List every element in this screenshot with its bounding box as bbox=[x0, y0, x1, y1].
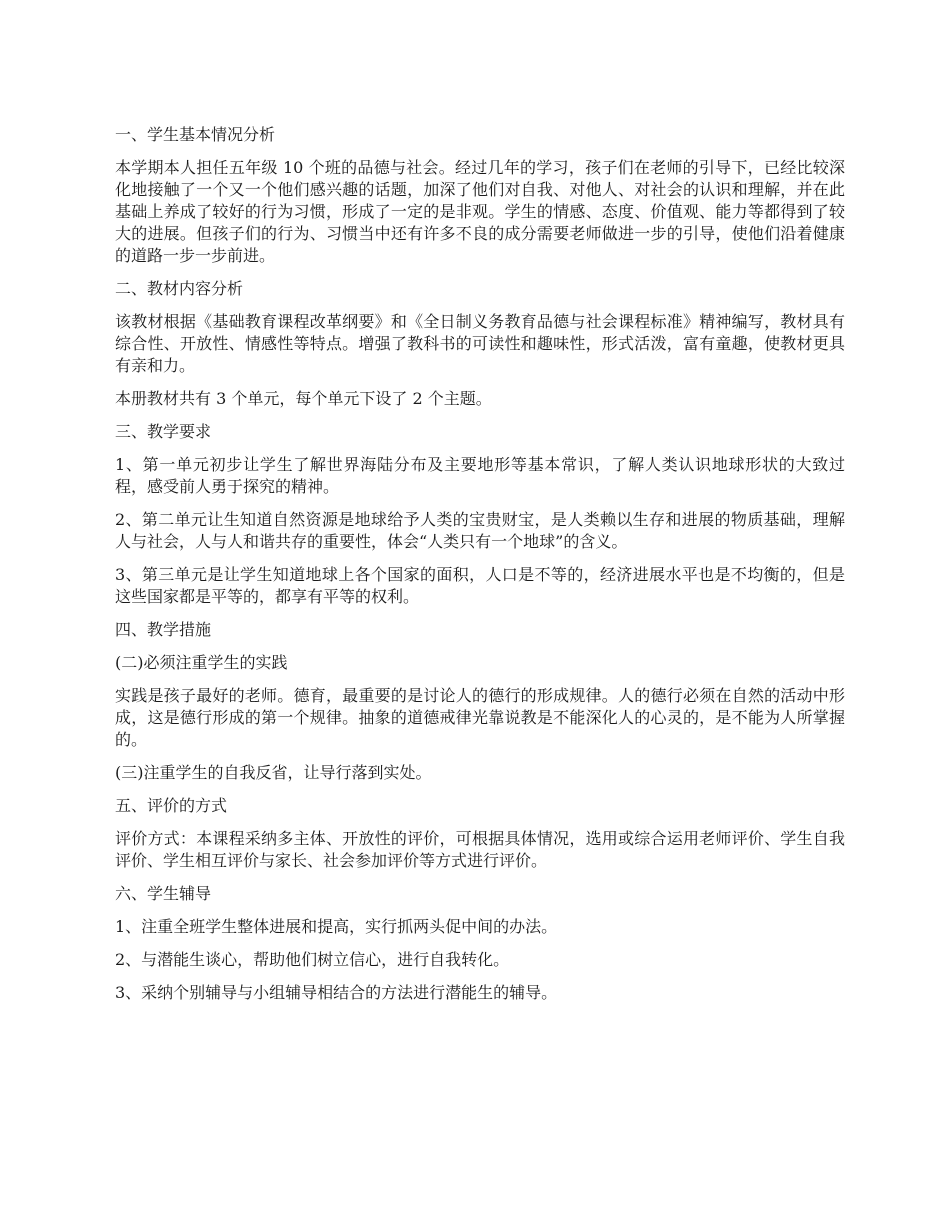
requirement-item-3: 3、第三单元是让学生知道地球上各个国家的面积，人口是不等的，经济进展水平也是不均衡的，但是这些国家都是平等的，都享有平等的权利。 bbox=[115, 565, 845, 606]
requirement-item-1: 1、第一单元初步让学生了解世界海陆分布及主要地形等基本常识，了解人类认识地球形状的大致过程，感受前人勇于探究的精神。 bbox=[115, 455, 845, 496]
tutoring-item-1: 1、注重全班学生整体进展和提高，实行抓两头促中间的办法。 bbox=[115, 917, 558, 936]
heading-evaluation: 五、评价的方式 bbox=[115, 796, 228, 815]
paragraph-evaluation: 评价方式：本课程采纳多主体、开放性的评价，可根据具体情况，选用或综合运用老师评价、学生自我评价、学生相互评价与家长、社会参加评价等方式进行评价。 bbox=[115, 829, 845, 870]
paragraph-student-analysis: 本学期本人担任五年级 10 个班的品德与社会。经过几年的学习，孩子们在老师的引导下，已经比较深化地接触了一个又一个他们感兴趣的话题，加深了他们对自我、对他人、对社会的认识和理解，并在此基础上养成了较好的行为习惯，形成了一定的是非观。学生的情感、态度、价值观、能力等都得到了较大的进展。但孩子们的行为、习惯当中还有许多不良的成分需要老师做进一步的引导，使他们沿着健康的道路一步一步前进。 bbox=[115, 158, 845, 265]
document-page bbox=[115, 124, 845, 1015]
paragraph-textbook-analysis: 该教材根据《基础教育课程改革纲要》和《全日制义务教育品德与社会课程标准》精神编写，教材具有综合性、开放性、情感性等特点。增强了教科书的可读性和趣味性，形式活泼，富有童趣，使教材更具有亲和力。 bbox=[115, 312, 845, 375]
heading-student-analysis: 一、学生基本情况分析 bbox=[115, 125, 276, 144]
subheading-self-reflection: (三)注重学生的自我反省，让导行落到实处。 bbox=[115, 763, 432, 782]
heading-student-tutoring: 六、学生辅导 bbox=[115, 884, 212, 903]
tutoring-item-2: 2、与潜能生谈心，帮助他们树立信心，进行自我转化。 bbox=[115, 950, 510, 969]
tutoring-item-3: 3、采纳个别辅导与小组辅导相结合的方法进行潜能生的辅导。 bbox=[115, 983, 558, 1002]
paragraph-practice: 实践是孩子最好的老师。德育，最重要的是讨论人的德行的形成规律。人的德行必须在自然的活动中形成，这是德行形成的第一个规律。抽象的道德戒律光靠说教是不能深化人的心灵的，是不能为人所掌握的。 bbox=[115, 686, 845, 749]
heading-teaching-measures: 四、教学措施 bbox=[115, 620, 212, 639]
heading-textbook-analysis: 二、教材内容分析 bbox=[115, 279, 244, 298]
subheading-practice: (二)必须注重学生的实践 bbox=[115, 653, 288, 672]
paragraph-textbook-units: 本册教材共有 3 个单元，每个单元下设了 2 个主题。 bbox=[115, 389, 492, 408]
heading-teaching-requirements: 三、教学要求 bbox=[115, 422, 212, 441]
requirement-item-2: 2、第二单元让生知道自然资源是地球给予人类的宝贵财宝，是人类赖以生存和进展的物质基础，理解人与社会，人与人和谐共存的重要性，体会“人类只有一个地球”的含义。 bbox=[115, 510, 845, 551]
